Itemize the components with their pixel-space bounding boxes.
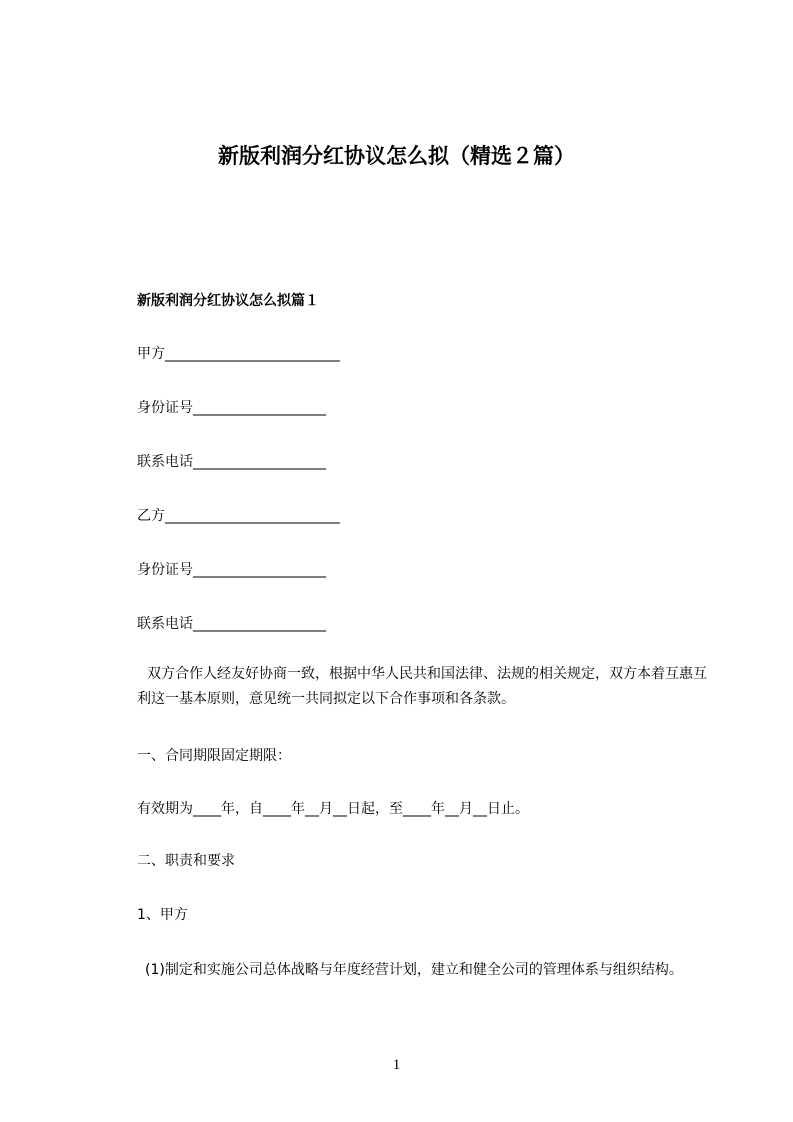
page-number: 1 xyxy=(392,1057,401,1073)
clause-2-item-1: (1)制定和实施公司总体战略与年度经营计划，建立和健全公司的管理体系与组织结构。 xyxy=(145,962,683,978)
party-b-id-field: 身份证号___________________ xyxy=(137,562,326,578)
clause-2-title: 二、职责和要求 xyxy=(137,853,235,869)
party-a-field: 甲方_________________________ xyxy=(137,346,340,362)
party-a-id-field: 身份证号___________________ xyxy=(137,400,326,416)
party-b-phone-field: 联系电话___________________ xyxy=(137,616,326,632)
party-b-field: 乙方_________________________ xyxy=(137,508,340,524)
document-title: 新版利润分红协议怎么拟（精选２篇） xyxy=(218,144,575,168)
intro-paragraph: 双方合作人经友好协商一致，根据中华人民共和国法律、法规的相关规定，双方本着互惠互利这一基本原则，意见统一共同拟定以下合作事项和各条款。 xyxy=(137,666,707,707)
party-a-phone-field: 联系电话___________________ xyxy=(137,454,326,470)
clause-1-title: 一、合同期限固定期限： xyxy=(137,748,291,764)
section-heading: 新版利润分红协议怎么拟篇１ xyxy=(137,293,319,309)
clause-2-subtitle: 1、甲方 xyxy=(137,907,188,923)
clause-1-text: 有效期为____年，自____年__月__日起，至____年__月__日止。 xyxy=(137,801,529,817)
